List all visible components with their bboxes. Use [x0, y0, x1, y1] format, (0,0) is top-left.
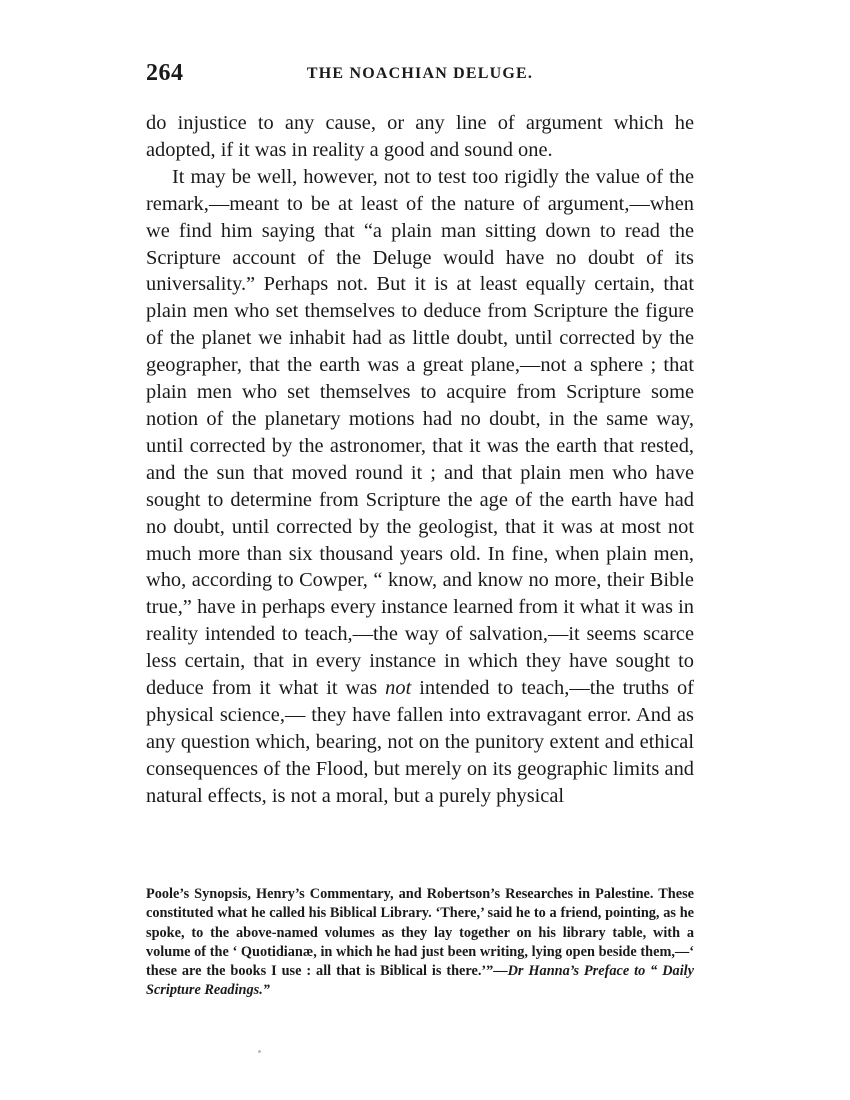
- paragraph-text: It may be well, however, not to test too rigidly the value of the remark,—meant to be at least of the nature of argument,—when we find him saying that “a plain man sitting down to read the Scripture account of the Deluge would have no doubt of its universality.” Perhaps not. But it is at least equally certain, that plain men who set themselves to deduce from Scripture the figure of the planet we inhabit had as little doubt, until corrected by the geographer, that the earth was a great plane,—not a sphere ; that plain men who set themselves to acquire from Scripture some notion of the planetary motions had no doubt, in the same way, until corrected by the astronomer, that it was the earth that rested, and the sun that moved round it ; and that plain men who have sought to determine from Scripture the age of the earth have had no doubt, until corrected by the geologist, that it was at most not much more than six thousand years old. In fine, when plain men, who, according to Cowper, “ know, and know no more, their Bible true,” have in perhaps every instance learned from it what it was in reality intended to teach,—the way of salvation,—it seems scarce less certain, that in every instance in which they have sought to deduce from it what it was: [146, 165, 694, 700]
- paragraph-text: intended to teach,—the truths of physical science,— they have fallen into extravagant error. And as any question which, bearing, not on the punitory extent and ethical consequences of the Flood, but merely on its geographic limits and natural effects, is not a moral, but a purely physical: [146, 677, 694, 807]
- footnote-source: Dr Hanna’s Preface to “ Daily Scripture Readings.”: [146, 963, 694, 999]
- footnote-text: [146, 885, 694, 1001]
- footnote: [146, 885, 694, 1001]
- paper-speck: [258, 1050, 261, 1053]
- running-head: [146, 60, 694, 90]
- paragraph: [146, 164, 694, 810]
- running-title: THE NOACHIAN DELUGE.: [306, 65, 534, 82]
- footnote-body: Poole’s Synopsis, Henry’s Commentary, and Robertson’s Researches in Palestine. These constituted what he called his Biblical Library. ‘There,’ said he to a friend, pointing, as he spoke, to the above-named volumes as they lay together on his library table, with a volume of the ‘ Quotidianæ, in which he had just been writing, lying open beside them,—‘ these are the books I use : all that is Biblical is there.’”—: [146, 886, 694, 980]
- emphasis: not: [385, 677, 412, 700]
- page-number: 264: [146, 60, 184, 86]
- body-text: [146, 110, 694, 810]
- paragraph: do injustice to any cause, or any line of argument which he adopted, if it was in reality a good and sound one.: [146, 112, 694, 161]
